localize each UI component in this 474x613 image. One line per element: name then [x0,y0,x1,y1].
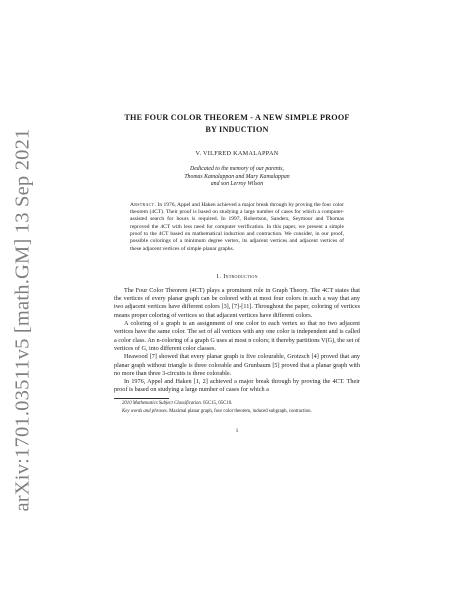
author-name: V. VILFRED KAMALAPPAN [195,150,279,157]
title-line-2: BY INDUCTION [205,125,269,134]
dedication-line: Thomas Kamalappan and Mary Kamalappan [184,173,290,180]
footnote-msc-value: 05C15, 05C10. [203,400,233,406]
paragraph: Heawood [7] showed that every planar graph is five colourable, Grotzsch [4] proved that any planar graph without triangle is three colorable and Grunbaum [5] proved that a planar graph with no more than three 3-circuits is three colorable. [114,353,360,377]
page-content [114,112,360,434]
abstract [130,202,344,253]
paragraph: The Four Color Theorem (4CT) plays a prominent role in Graph Theory. The 4CT states that the vertices of every planar graph can be colored with at most four colors in such a way that any two adjacent vertices have different colors [3], [7]-[11]. Throughout the paper, coloring of vertices means proper coloring of vertices so that adjacent vertices have different colors. [114,286,360,319]
footnote-msc [114,401,360,407]
section-number: 1. [216,272,222,280]
footnote-keywords-label: Key words and phrases. [122,409,168,415]
footnote-msc-label: 2010 Mathematics Subject Classification. [122,400,202,406]
dedication-line: Dedicated to the memory of our parents, [190,166,284,172]
section-heading [114,273,360,280]
dedication-line: and son Lerroy Wilson [210,181,264,188]
paragraph: A coloring of a graph is an assignment of one color to each vertex so that no two adjacent vertices have the same color. The set of all vertices with any one color is independent and is called a color class. An n-coloring of a graph G uses at most n colors; it thereby partitions V(G), the set of vertices of G, into different color classes. [114,320,360,352]
arxiv-stamp-text: arXiv:1701.03511v5 [math.GM] 13 Sep 2021 [11,128,34,512]
body-text [114,287,360,395]
paper-title [114,112,360,136]
page-number: 1 [235,427,239,434]
title-line-1: THE FOUR COLOR THEOREM - A NEW SIMPLE PROOF [124,113,350,122]
footnote-rule [114,398,169,399]
abstract-label: Abstract. [130,201,157,208]
arxiv-stamp [6,128,40,512]
dedication [114,166,360,189]
footnote-keywords [114,409,360,415]
paragraph: In 1976, Appel and Haken [1, 2] achieved a major break through by proving the 4CT. Their proof is based on studying a large number of cases for which a [114,378,360,394]
abstract-text: In 1976, Appel and Haken achieved a major break through by proving the four color theorem (4CT). Their proof is based on studying a large number of cases for which a computer-assisted search for hours is required. In 1997, Robertson, Sanders, Seymour and Thomas reproved the 4CT with less need for computer verification. In this paper, we present a simple proof to the 4CT based on mathematical induction and contraction. We consider, in our proof, possible colorings of a minimum degree vertex, its adjacent vertices and adjacent vertices of these adjacent vertices of simple planar graphs. [130,201,345,252]
footnote-keywords-value: Maximal planar graph, four color theorem, induced subgraph, contraction. [169,409,312,415]
section-title: Introduction [223,272,258,280]
